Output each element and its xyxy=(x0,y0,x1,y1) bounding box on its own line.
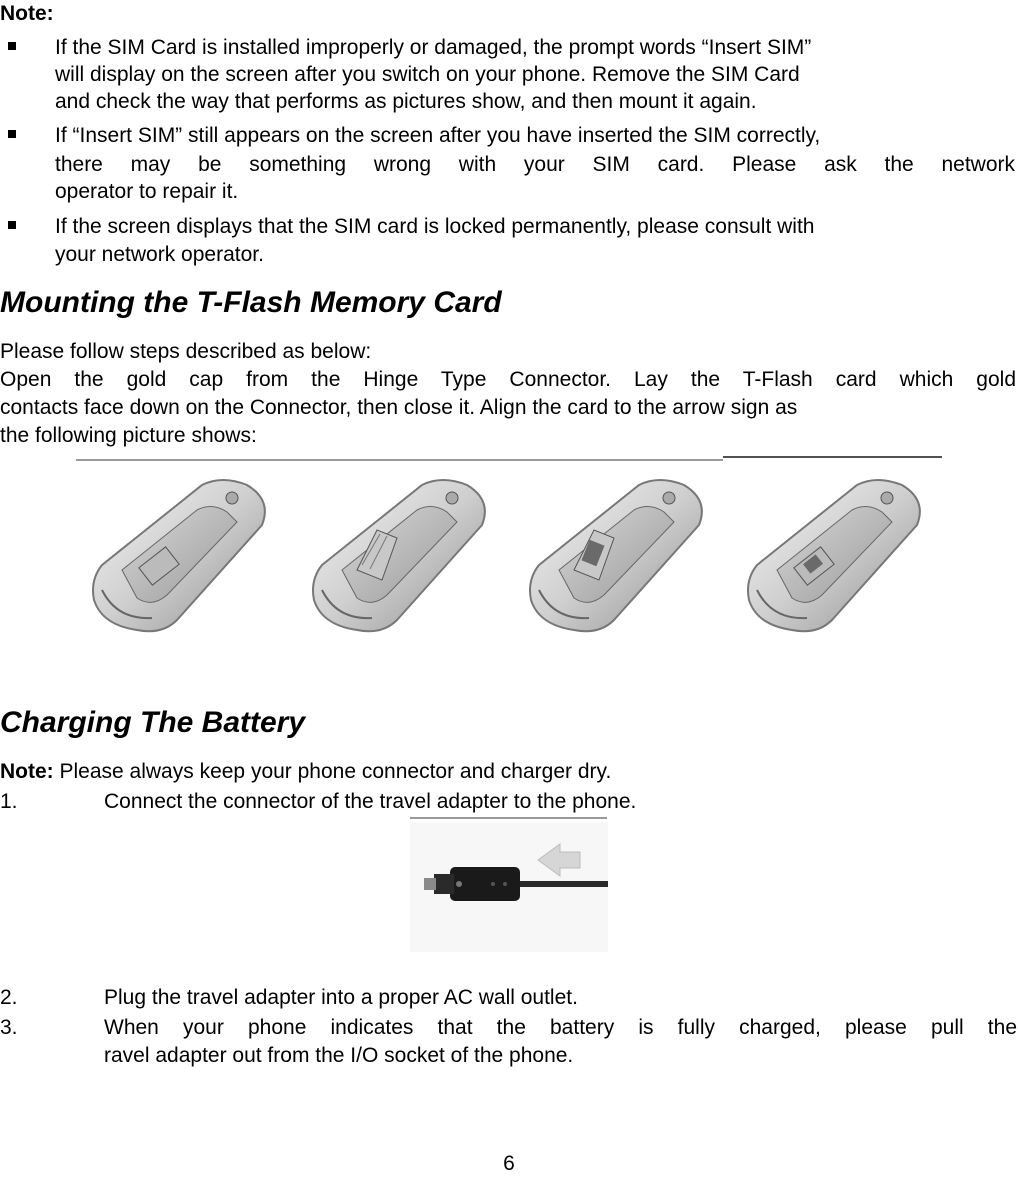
phone-back-icon xyxy=(530,480,702,631)
charger-figure-rule xyxy=(410,817,607,819)
step-2-text: Plug the travel adapter into a proper AC wall outlet. xyxy=(104,986,578,1009)
tflash-intro: Please follow steps described as below: xyxy=(0,340,372,363)
note-bullet-2-line-3: operator to repair it. xyxy=(55,180,239,203)
charger-plug-icon xyxy=(410,822,608,952)
battery-heading: Charging The Battery xyxy=(0,706,306,739)
note-bullet-1-line-3: and check the way that performs as pictures show, and then mount it again. xyxy=(55,90,757,113)
bullet-marker xyxy=(8,221,16,229)
step-3-line-1: When your phone indicates that the battery is fully charged, please pull the xyxy=(104,1016,1017,1039)
battery-note xyxy=(0,758,611,785)
step-3-line-2: ravel adapter out from the I/O socket of the phone. xyxy=(104,1044,574,1067)
note-bullet-1-line-1: If the SIM Card is installed improperly or damaged, the prompt words “Insert SIM” xyxy=(55,36,812,59)
tflash-heading: Mounting the T-Flash Memory Card xyxy=(0,286,502,319)
tflash-body-line-1: Open the gold cap from the Hinge Type Connector. Lay the T-Flash card which gold xyxy=(0,368,1016,391)
phone-back-icon xyxy=(93,480,265,631)
step-1-number: 1. xyxy=(0,790,18,813)
note-bullet-3-line-2: your network operator. xyxy=(55,243,264,266)
note-bullet-1-line-2: will display on the screen after you switch on your phone. Remove the SIM Card xyxy=(55,63,800,86)
phone-back-icon xyxy=(313,480,485,631)
battery-note-label: Note: xyxy=(0,760,54,783)
note-bullet-3-line-1: If the screen displays that the SIM card is locked permanently, please consult with xyxy=(55,215,815,238)
note-label: Note: xyxy=(0,2,54,25)
battery-note-text: Please always keep your phone connector and charger dry. xyxy=(53,760,612,783)
bullet-marker xyxy=(8,42,16,50)
page-number: 6 xyxy=(503,1152,515,1175)
tflash-body-line-3: the following picture shows: xyxy=(0,424,257,447)
step-2-number: 2. xyxy=(0,986,18,1009)
step-1-text: Connect the connector of the travel adapter to the phone. xyxy=(104,790,637,813)
bullet-marker xyxy=(8,130,16,138)
charger-figure xyxy=(410,822,608,952)
figure-top-rule xyxy=(76,459,723,461)
step-3-number: 3. xyxy=(0,1016,18,1039)
note-bullet-2-line-2: there may be something wrong with your SIM card. Please ask the network xyxy=(55,153,1015,176)
note-bullet-2-line-1: If “Insert SIM” still appears on the screen after you have inserted the SIM correctly, xyxy=(55,124,821,147)
figure-top-rule xyxy=(723,456,942,458)
phone-back-icon xyxy=(748,480,920,631)
tflash-body-line-2: contacts face down on the Connector, then close it. Align the card to the arrow sign as xyxy=(0,396,798,419)
tflash-figure-svg xyxy=(82,470,944,640)
tflash-figure xyxy=(82,470,944,640)
